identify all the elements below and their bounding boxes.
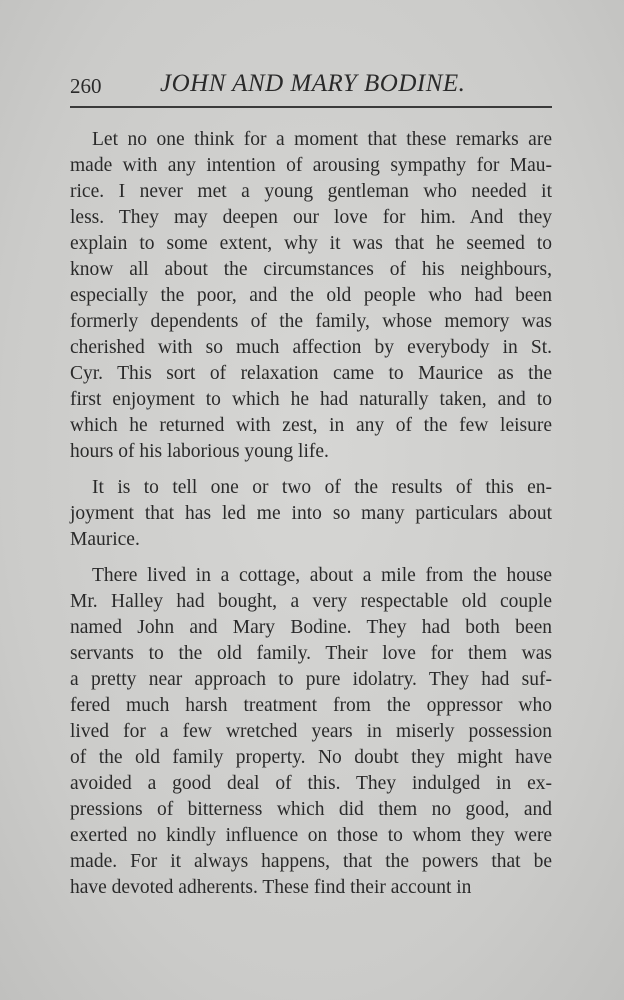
text-line: named John and Mary Bodine. They had both been: [70, 617, 552, 638]
text-line: There lived in a cottage, about a mile from the house: [92, 565, 552, 586]
paragraph: [70, 127, 552, 465]
page-number: 260: [70, 74, 102, 98]
text-line: which he returned with zest, in any of the few leisure: [70, 415, 552, 436]
text-line: avoided a good deal of this. They indulged in ex-: [70, 773, 552, 794]
text-line: made with any intention of arousing sympathy for Mau-: [70, 155, 552, 176]
text-line: first enjoyment to which he had naturally taken, and to: [70, 389, 552, 410]
text-line: rice. I never met a young gentleman who needed it: [70, 181, 552, 202]
text-line: of the old family property. No doubt they might have: [70, 747, 552, 768]
text-line: formerly dependents of the family, whose memory was: [70, 311, 552, 332]
text-line: know all about the circumstances of his neighbours,: [70, 259, 552, 280]
paragraph: [70, 475, 552, 553]
text-line: Cyr. This sort of relaxation came to Maurice as the: [70, 363, 552, 384]
page-header: [70, 70, 552, 100]
text-line: joyment that has led me into so many particulars about: [70, 503, 552, 524]
header-rule: [70, 106, 552, 108]
text-line: servants to the old family. Their love for them was: [70, 643, 552, 664]
text-line: a pretty near approach to pure idolatry. They had suf-: [70, 669, 552, 690]
text-line: It is to tell one or two of the results of this en-: [92, 477, 552, 498]
text-line: explain to some extent, why it was that he seemed to: [70, 233, 552, 254]
text-line: especially the poor, and the old people who had been: [70, 285, 552, 306]
text-line: cherished with so much affection by everybody in St.: [70, 337, 552, 358]
body-text: [70, 127, 552, 911]
text-line: exerted no kindly influence on those to whom they were: [70, 825, 552, 846]
text-line: made. For it always happens, that the powers that be: [70, 851, 552, 872]
text-line: hours of his laborious young life.: [70, 441, 329, 462]
text-line: lived for a few wretched years in miserly possession: [70, 721, 552, 742]
text-line: fered much harsh treatment from the oppressor who: [70, 695, 552, 716]
text-line: Let no one think for a moment that these remarks are: [92, 129, 552, 150]
text-line: pressions of bitterness which did them no good, and: [70, 799, 552, 820]
text-line: Mr. Halley had bought, a very respectable old couple: [70, 591, 552, 612]
text-line: less. They may deepen our love for him. And they: [70, 207, 552, 228]
paragraph: [70, 563, 552, 901]
text-line: have devoted adherents. These find their account in: [70, 877, 472, 898]
text-line: Maurice.: [70, 529, 140, 550]
running-title: JOHN AND MARY BODINE.: [160, 70, 466, 97]
